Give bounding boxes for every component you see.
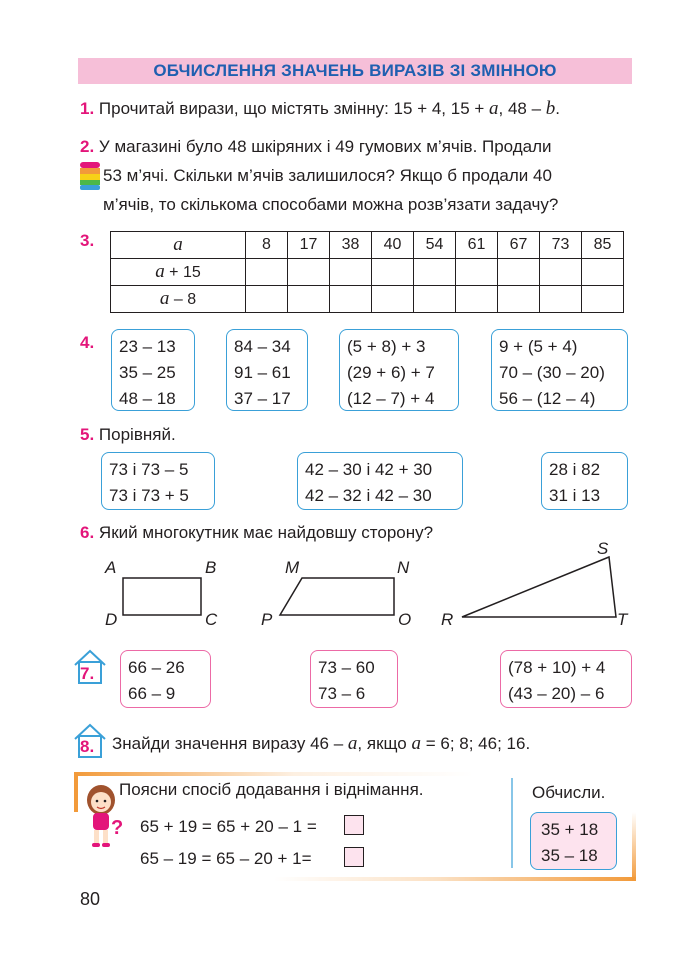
expression: 35 – 18 (541, 846, 598, 865)
variable: a (173, 234, 183, 255)
expression: 42 – 30 і 42 + 30 (305, 460, 433, 479)
task-number: 4. (80, 333, 95, 352)
task-number: 8. (80, 737, 95, 756)
expression: 28 і 82 (549, 460, 601, 479)
page-title-bar (78, 58, 632, 84)
vertex-label: B (205, 558, 217, 577)
expression: 84 – 34 (234, 337, 291, 356)
expression: 66 – 26 (128, 658, 185, 677)
expression-box (226, 329, 308, 411)
equation-2 (140, 849, 312, 869)
task-text: Який многокутник має найдовшу сторону? (98, 523, 434, 542)
rainbow-books-icon (79, 160, 101, 192)
table-row (111, 286, 624, 313)
task-number: 3. (80, 231, 95, 250)
vertex-label: P (261, 610, 273, 629)
comparison-box (541, 452, 628, 510)
equation-text: 65 – 19 = 65 – 20 + 1= (140, 849, 312, 868)
vertex-label: N (397, 558, 410, 577)
expression: 73 – 6 (318, 684, 366, 703)
table-row (111, 259, 624, 286)
variable: a (347, 733, 358, 754)
answer-box[interactable] (344, 847, 364, 867)
vertex-label: C (205, 610, 218, 629)
task-text: м’ячів, то скількома способами можна розв’язати задачу? (103, 195, 559, 214)
expression-box (120, 650, 211, 708)
task-text: Порівняй. (98, 425, 176, 444)
variable: a (155, 261, 165, 282)
vertex-label: T (617, 610, 628, 629)
variable: b (545, 98, 556, 119)
expression-box (310, 650, 398, 708)
task-text: . (555, 99, 561, 118)
table-cell: 73 (540, 232, 582, 259)
table-cell: 85 (582, 232, 624, 259)
equation-1 (140, 817, 317, 837)
task-text: , 48 – (498, 99, 546, 118)
expression: 56 – (12 – 4) (499, 389, 596, 408)
task-number: 6. (80, 523, 95, 542)
right-heading: Обчисли. (532, 783, 606, 802)
expression: 42 – 32 і 42 – 30 (305, 486, 432, 505)
question-mark-icon: ? (111, 817, 124, 839)
table-cell: – 8 (169, 291, 197, 308)
expression: (12 – 7) + 4 (347, 389, 435, 408)
trapezoid-MNOP (280, 578, 394, 615)
variable: a (411, 733, 421, 754)
equation-text: 65 + 19 = 65 + 20 – 1 = (140, 817, 317, 836)
expression: 35 – 25 (119, 363, 176, 382)
values-table (110, 231, 624, 313)
table-cell: 8 (246, 232, 288, 259)
expression-box (339, 329, 459, 411)
variable: a (159, 288, 170, 309)
expression: 31 і 13 (549, 486, 601, 505)
expression: (5 + 8) + 3 (347, 337, 426, 356)
expression: 66 – 9 (128, 684, 176, 703)
expression: 73 і 73 – 5 (109, 460, 189, 479)
expression-box (500, 650, 632, 708)
page-title: ОБЧИСЛЕННЯ ЗНАЧЕНЬ ВИРАЗІВ ЗІ ЗМІННОЮ (153, 61, 557, 80)
task-number: 7. (80, 664, 95, 683)
answer-box[interactable] (344, 815, 364, 835)
compute-box (530, 812, 617, 870)
task-text: , якщо (357, 734, 412, 753)
expression: 35 + 18 (541, 820, 599, 839)
task-8 (112, 733, 530, 755)
expression: (29 + 6) + 7 (347, 363, 435, 382)
variable: a (489, 98, 499, 119)
task-text: 53 м’ячі. Скільки м’ячів залишилося? Якщо б продали 40 (103, 166, 552, 185)
task-text: Знайди значення виразу 46 – (112, 734, 348, 753)
expression: 23 – 13 (119, 337, 176, 356)
task-number: 1. (80, 99, 95, 118)
page-number: 80 (80, 889, 101, 909)
expression: 73 – 60 (318, 658, 375, 677)
vertex-label: R (441, 610, 454, 629)
expression: 9 + (5 + 4) (499, 337, 578, 356)
comparison-box (101, 452, 215, 510)
table-cell: + 15 (164, 264, 201, 281)
expression: 48 – 18 (119, 389, 176, 408)
expression-box (111, 329, 195, 411)
table-cell: 54 (414, 232, 456, 259)
expression: (78 + 10) + 4 (508, 658, 606, 677)
task-2 (80, 132, 558, 219)
vertex-label: D (105, 610, 118, 629)
task-5 (80, 425, 176, 445)
vertex-label: O (398, 610, 412, 629)
vertex-label: S (597, 539, 609, 558)
triangle-RST (462, 557, 616, 617)
bottom-heading: Поясни спосіб додавання і віднімання. (119, 780, 424, 799)
table-cell: 40 (372, 232, 414, 259)
vertex-label: A (105, 558, 117, 577)
task-text: = 6; 8; 46; 16. (421, 734, 531, 753)
vertex-label: M (285, 558, 300, 577)
task-number: 2. (80, 137, 95, 156)
expression: 91 – 61 (234, 363, 291, 382)
expression-box (491, 329, 628, 411)
table-row (111, 232, 624, 259)
expression: 37 – 17 (234, 389, 291, 408)
rectangle-ABCD (123, 578, 201, 615)
task-number: 5. (80, 425, 95, 444)
expression: 70 – (30 – 20) (499, 363, 605, 382)
task-text: Прочитай вирази, що містять змінну: 15 + 4, 15 + (98, 99, 490, 118)
table-cell: 38 (330, 232, 372, 259)
task-text: У магазині було 48 шкіряних і 49 гумових м’ячів. Продали (98, 137, 552, 156)
table-cell: 61 (456, 232, 498, 259)
task-1 (80, 98, 560, 120)
table-cell: 17 (288, 232, 330, 259)
polygons-figure (0, 540, 682, 640)
expression: (43 – 20) – 6 (508, 684, 605, 703)
expression: 73 і 73 + 5 (109, 486, 189, 505)
comparison-box (297, 452, 463, 510)
table-cell: 67 (498, 232, 540, 259)
